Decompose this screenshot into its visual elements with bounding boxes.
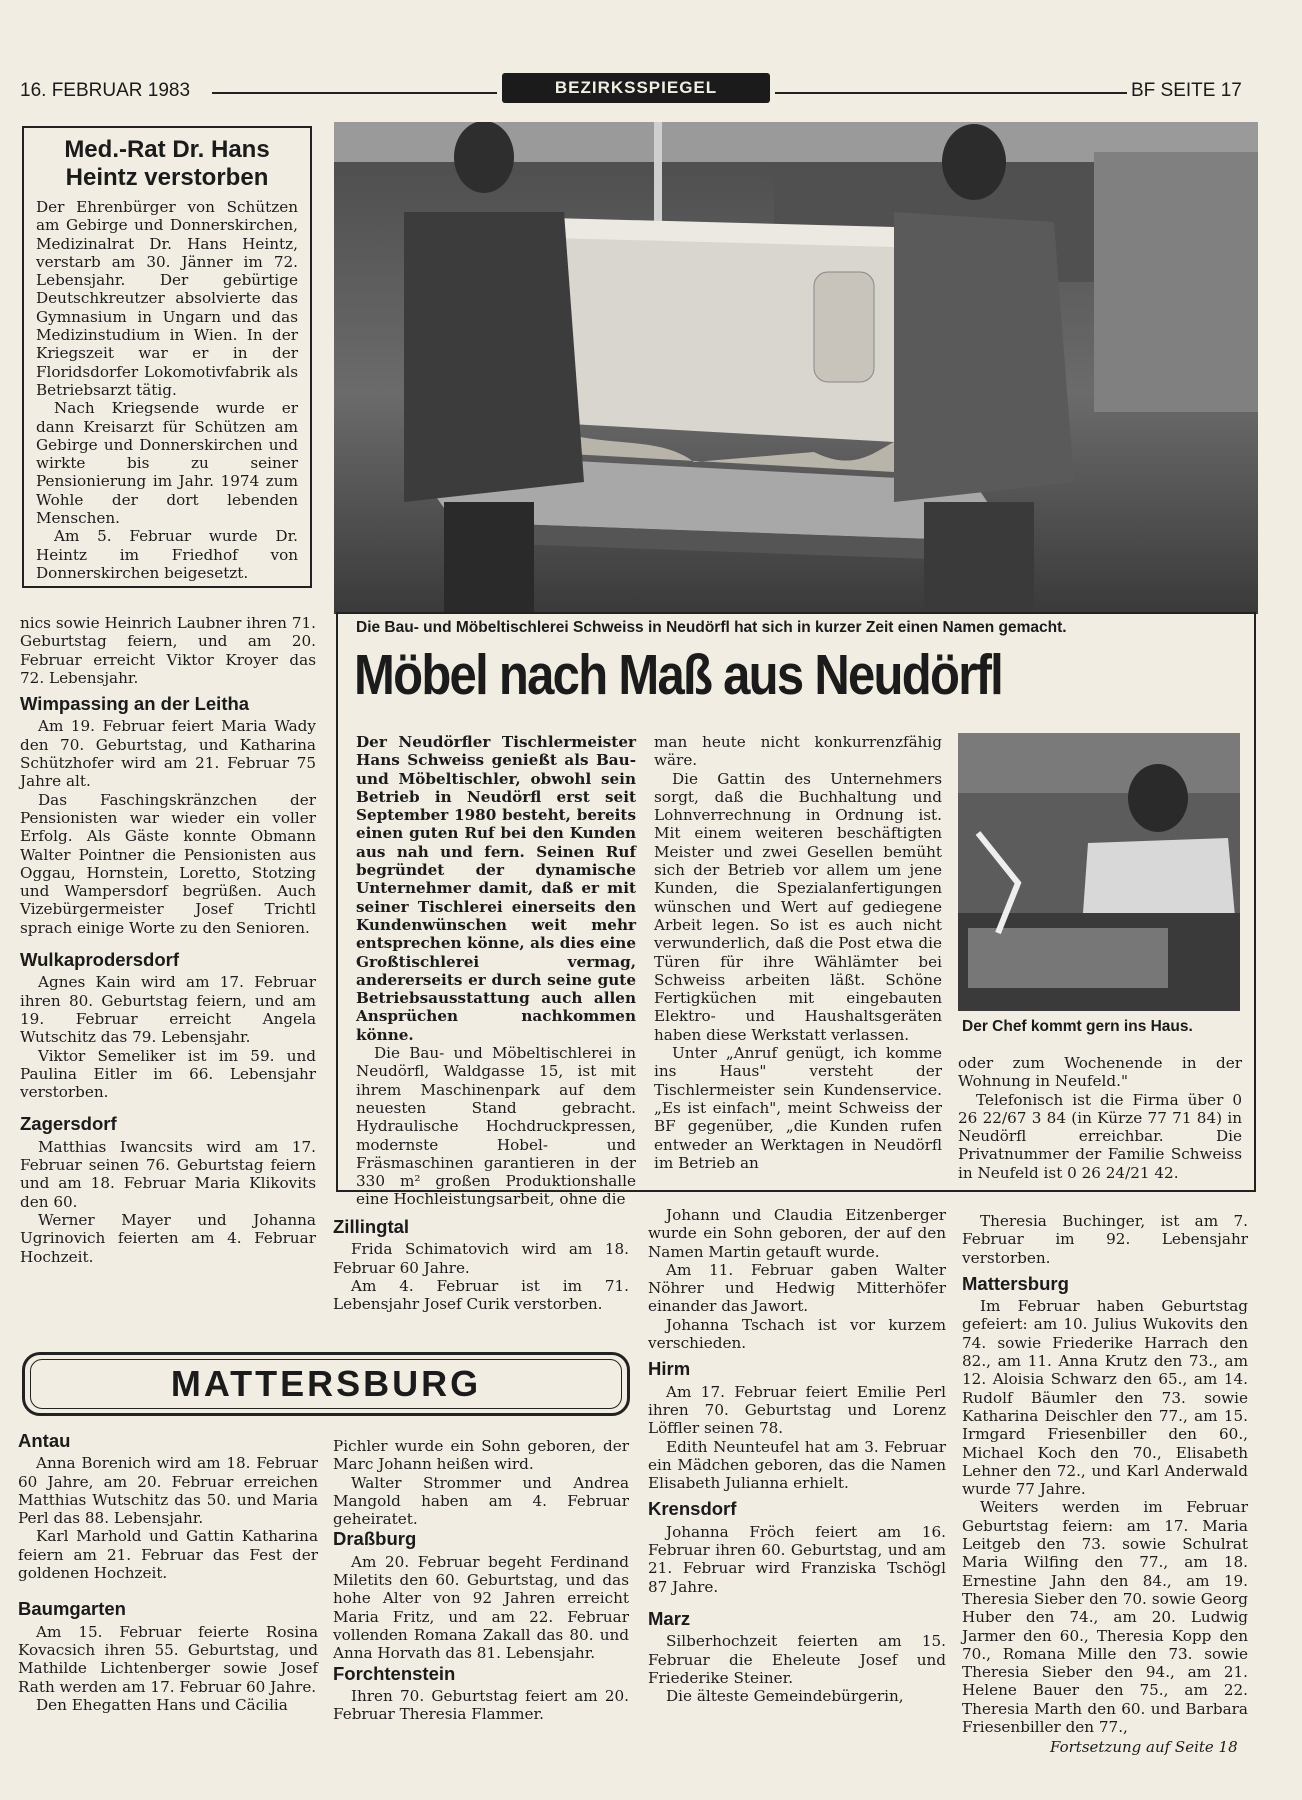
article-paragraph: Theresia Buchinger, ist am 7. Februar im 92. Lebensjahr verstorben. — [962, 1212, 1248, 1267]
article-paragraph: Am 19. Februar feiert Maria Wady den 70. Geburtstag, und Katharina Schützhofer wird am 21. Februar 75 Jahre alt. — [20, 717, 316, 791]
heading-mattersburg: Mattersburg — [962, 1272, 1069, 1294]
heading-antau: Antau — [18, 1430, 71, 1451]
heading-wimpassing: Wimpassing an der Leitha — [20, 693, 250, 715]
article-paragraph: Im Februar haben Geburtstag gefeiert: am 10. Julius Wukovits den 74. sowie Friederike Harrach den 82., am 11. Anna Krutz den 73., am 12. Aloisia Schwarz den 65., am 14. Rudolf Bäumler den 73. sowie Katharina Deischler den 77., am 15. Irmgard Friesenbiller den 60., Michael Koch den 70., Elisabeth Lehner den 72., und Karl Anderwald wurde 77 Jahre. — [962, 1297, 1248, 1499]
article-paragraph: oder zum Wochenende in der Wohnung in Neufeld." — [958, 1054, 1242, 1091]
article-paragraph: man heute nicht konkurrenzfähig wäre. — [654, 733, 942, 770]
header-rule-left — [212, 92, 497, 94]
workshop-photo-image — [334, 122, 1258, 614]
obituary-paragraph: Am 5. Februar wurde Dr. Heintz im Friedhof von Donnerskirchen beigesetzt. — [36, 527, 298, 582]
workshop-photo — [334, 122, 1258, 614]
heading-marz: Marz — [648, 1607, 691, 1629]
heading-zillingtal: Zillingtal — [333, 1216, 410, 1237]
article-paragraph: Agnes Kain wird am 17. Februar ihren 80. Geburtstag feiern, und am 19. Februar erreicht Angela Wutschitz das 79. Lebensjahr. — [20, 973, 316, 1047]
article-paragraph: Am 4. Februar ist im 71. Lebensjahr Josef Curik verstorben. — [333, 1276, 629, 1314]
article-paragraph: Die Bau- und Möbeltischlerei in Neudörfl, Waldgasse 15, ist mit ihrem Maschinenpark auf dem neuesten Stand gebracht. Hydraulische Hochdruckpressen, modernste Hobel- und Fräsmaschinen garantieren in der 330 m² großen Produktionshalle eine Hochleistungsarbeit, ohne die — [356, 1044, 636, 1209]
article-paragraph: Am 15. Februar feierte Rosina Kovacsich ihren 55. Geburtstag, und Mathilde Lichtenberger sowie Josef Rath werden am 17. Februar 60 Jahre. — [18, 1622, 318, 1696]
mattersburg-column-2 — [333, 1437, 629, 1723]
article-paragraph: Unter „Anruf genügt, ich komme ins Haus" versteht der Tischlermeister sein Kundenservice. „Es ist einfach", meint Schweiss der BF gegenüber, „die Kunden rufen entweder an Werktagen in Neudörfl im Betrieb an — [654, 1044, 942, 1172]
headline: Möbel nach Maß aus Neudörfl — [354, 643, 1003, 707]
obituary-paragraph: Der Ehrenbürger von Schützen am Gebirge und Donnerskirchen, Medizinalrat Dr. Hans Heintz, verstarb am 30. Jänner im 72. Lebensjahr. Der gebürtige Deutschkreutzer absolvierte das Gymnasium in Ungarn und das Medizinstudium in Wien. In der Kriegszeit war er in der Floridsdorfer Lokomotivfabrik als Betriebsarzt tätig. — [36, 198, 298, 399]
feature-column-2 — [654, 733, 942, 1172]
article-paragraph: Johann und Claudia Eitzenberger wurde ein Sohn geboren, der auf den Namen Martin getauft wurde. — [648, 1206, 946, 1261]
article-paragraph: Weiters werden im Februar Geburtstag feiern: am 17. Maria Leitgeb den 73. sowie Schulrat Maria Wilfing den 77., am 18. Ernestine Jahn den 84., am 19. Theresia Sieber den 70. sowie Georg Huber den 74., am 20. Ludwig Jarmer den 60., Theresia Kopp den 70., Romana Mille den 73. sowie Theresia Sieber den 94., am 21. Helene Bauer den 75., am 22. Theresia Marth den 60. und Barbara Friesenbiller den 77., — [962, 1498, 1248, 1737]
continuation-note: Fortsetzung auf Seite 18 — [1050, 1738, 1238, 1756]
obituary-paragraph: Nach Kriegsende wurde er dann Kreisarzt für Schützen am Gebirge und Donnerskirchen und wirkte bis zu seiner Pensionierung im Jahr. 1974 zum Wohle der dort lebenden Menschen. — [36, 399, 298, 528]
article-paragraph: Ihren 70. Geburtstag feiert am 20. Februar Theresia Flammer. — [333, 1686, 629, 1724]
article-paragraph: Walter Strommer und Andrea Mangold haben am 4. Februar geheiratet. — [333, 1473, 629, 1529]
chef-photo — [958, 733, 1240, 1011]
chef-photo-image — [958, 733, 1240, 1011]
article-paragraph: Edith Neunteufel hat am 3. Februar ein Mädchen geboren, das die Namen Elisabeth Julianna erhielt. — [648, 1437, 946, 1493]
article-paragraph: Werner Mayer und Johanna Ugrinovich feierten am 4. Februar Hochzeit. — [20, 1210, 316, 1266]
column-c-lower — [648, 1206, 946, 1705]
article-paragraph: Pichler wurde ein Sohn geboren, der Marc Johann heißen wird. — [333, 1437, 629, 1474]
article-paragraph: Frida Schimatovich wird am 18. Februar 60 Jahre. — [333, 1240, 629, 1277]
mattersburg-column-1 — [18, 1432, 318, 1714]
left-intro: nics sowie Heinrich Laubner ihren 71. Geburtstag feiern, und am 20. Februar erreicht Viktor Kroyer das 72. Lebensjahr. — [20, 614, 316, 687]
heading-wulkaprodersdorf: Wulkaprodersdorf — [20, 949, 179, 971]
district-banner: MATTERSBURG — [30, 1359, 622, 1409]
obituary-box — [22, 126, 312, 588]
article-paragraph: Johanna Fröch feiert am 16. Februar ihren 60. Geburtstag, und am 21. Februar wird Franziska Tschögl 87 Jahre. — [648, 1522, 946, 1596]
lead-paragraph: Der Neudörfler Tischlermeister Hans Schweiss genießt als Bau- und Möbeltischler, obwohl sein Betrieb in Neudörfl erst seit September 1980 besteht, bereits einen guten Ruf bei den Kunden aus nah und fern. Seinen Ruf begründet der dynamische Unternehmer damit, daß er mit seiner Tischlerei einerseits den Kundenwünschen weit mehr entsprechen könne, als dies eine Großtischlerei vermag, andererseits er durch seine gute Betriebsausstattung auch allen Ansprüchen nachkommen könne. — [356, 733, 636, 1044]
article-paragraph: Karl Marhold und Gattin Katharina feiern am 21. Februar das Fest der goldenen Hochzeit. — [18, 1527, 318, 1583]
heading-forchtenstein: Forchtenstein — [333, 1662, 456, 1684]
article-paragraph: Viktor Semeliker ist im 59. und Paulina Eitler im 66. Lebensjahr verstorben. — [20, 1046, 316, 1102]
left-column — [20, 614, 316, 1266]
article-paragraph: Johanna Tschach ist vor kurzem verschieden. — [648, 1315, 946, 1353]
column-d-lower — [962, 1212, 1248, 1736]
article-paragraph: Anna Borenich wird am 18. Februar 60 Jahre, am 20. Februar erreichen Matthias Wutschitz das 50. und Maria Perl das 88. Lebensjahr. — [18, 1454, 318, 1528]
header-rule-right — [775, 92, 1127, 94]
article-paragraph: Matthias Iwancsits wird am 17. Februar seinen 76. Geburtstag feiern und am 18. Februar Maria Klikovits den 60. — [20, 1137, 316, 1211]
photo-caption: Die Bau- und Möbeltischlerei Schweiss in Neudörfl hat sich in kurzer Zeit einen Namen gemacht. — [356, 619, 1067, 636]
heading-drassburg: Draßburg — [333, 1528, 417, 1550]
article-paragraph: Silberhochzeit feierten am 15. Februar die Eheleute Josef und Friederike Steiner. — [648, 1632, 946, 1687]
zillingtal-article — [333, 1218, 629, 1313]
article-paragraph: Am 11. Februar gaben Walter Nöhrer und Hedwig Mitterhöfer einander das Jawort. — [648, 1260, 946, 1316]
heading-baumgarten: Baumgarten — [18, 1598, 126, 1620]
article-paragraph: Die Gattin des Unternehmers sorgt, daß die Buchhaltung und Lohnverrechnung in Ordnung ist. Mit einem weiteren beschäftigten Meister und zwei Gesellen bemüht sich der Betrieb vor allem um jene Kunden, die Spezialanfertigungen wünschen und Wert auf gediegene Arbeit legen. So ist es auch nicht verwunderlich, daß die Post etwa die Türen für ihre Wählämter bei Schweiss arbeiten läßt. Schöne Fertigküchen mit eingebauten Elektro- und Haushaltsgeräten haben diese Werkstatt verlassen. — [654, 769, 942, 1044]
heading-hirm: Hirm — [648, 1358, 691, 1380]
article-paragraph: Den Ehegatten Hans und Cäcilia — [36, 1695, 288, 1714]
photo-caption: Der Chef kommt gern ins Haus. — [962, 1018, 1193, 1035]
section-title: BEZIRKSSPIEGEL — [502, 73, 770, 103]
heading-zagersdorf: Zagersdorf — [20, 1113, 117, 1135]
article-paragraph: Die älteste Gemeindebürgerin, — [666, 1687, 904, 1706]
article-paragraph: Am 17. Februar feiert Emilie Perl ihren 70. Geburtstag und Lorenz Löffler seinen 78. — [648, 1382, 946, 1438]
article-paragraph: Am 20. Februar begeht Ferdinand Miletits den 60. Geburtstag, und das hohe Alter von 92 Jahren erreicht Maria Fritz, und am 22. Februar vollenden Romana Zakall das 80. und Anna Horvath das 81. Lebensjahr. — [333, 1552, 629, 1663]
article-paragraph: Das Faschingskränzchen der Pensionisten war wieder ein voller Erfolg. Als Gäste konnte Obmann Walter Pointner die Pensionisten aus Oggau, Hornstein, Loretto, Stotzing und Wampersdorf begrüßen. Auch Vizebürgermeister Josef Trichtl sprach einige Worte zu den Senioren. — [20, 790, 316, 937]
obituary-title: Med.-Rat Dr. Hans Heintz verstorben — [64, 136, 270, 191]
feature-column-3 — [958, 1054, 1242, 1182]
issue-date: 16. FEBRUAR 1983 — [20, 80, 191, 101]
page-number: BF SEITE 17 — [1131, 80, 1242, 101]
heading-krensdorf: Krensdorf — [648, 1498, 737, 1520]
article-paragraph: Telefonisch ist die Firma über 0 26 22/67 3 84 (in Kürze 77 71 84) in Neudörfl erreichbar. Die Privatnummer der Familie Schweiss in Neufeld ist 0 26 24/21 42. — [958, 1090, 1242, 1182]
feature-column-1 — [356, 733, 636, 1209]
